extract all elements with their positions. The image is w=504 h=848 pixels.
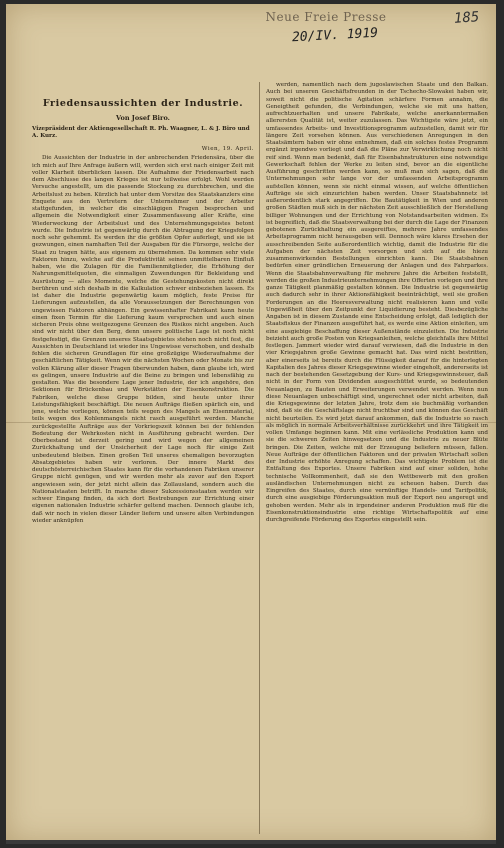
- article-dateline: Wien, 19. April.: [201, 146, 254, 152]
- article-byline: Von Josef Biro.: [116, 114, 170, 122]
- article-title: Friedensaussichten der Industrie.: [42, 98, 244, 109]
- article-column-right: [266, 82, 488, 836]
- clipping-header: [6, 4, 496, 64]
- paper-fold-line: [6, 422, 496, 423]
- author-position: Vizepräsident der Aktiengesellschaft R. Ph. Waagner, L. & J. Biro und A. Kurz.: [32, 126, 250, 139]
- handwritten-date: 20/IV. 1919: [291, 25, 379, 46]
- article-body-left: Die Aussichten der Industrie in der anbrechenden Friedensära, über die ich mich auf Ihre Anfrage äußern will, werden sich erst nach einiger Zeit mit voller Klarheit überblicken lassen. Die Aufnahme der Friedensarbeit nach dem Abschlusse des langen Krieges ist nur teilweise erfolgt. Wohl werden Versuche angestellt, um die passende Stockung zu durchbrechen, und die Arbeitslust zu heben. Kürzlich hat unter dem Vorsitze des Staatskanzlers eine Enquete aus den Vertretern der Unternehmer und der Arbeiter stattgefunden, in welcher die einschlägigen Fragen besprochen und allgemein die Notwendigkeit einer Zusammenfassung aller Kräfte, eine Wiederweckung der Arbeitslust und des Unternehmungsgeistes betont wurde. Die Industrie ist gegenwärtig durch die Abtragung der Kriegsfolgen noch sehr gehemmt. Es werden ihr die größten Opfer auferlegt, und sie ist gezwungen, einen namhaften Teil der Ausgaben für die Fürsorge, welche der Staat zu tragen hätte, aus eigenem zu übernehmen. Da kommen sehr viele Faktoren hinzu, welche auf die Produktivität seinen unmittelbaren Einfluß haben, wie die Zulagen für die Familienmitglieder, die Erhöhung der Nahrungsmittelquoten, die einmaligen Zuwendungen für Bekleidung und Ausrüstung — alles Momente, welche die Gestehungskosten nicht direkt berühren und sich deshalb in die Kalkulation schwer einbeziehen lassen. Es ist daher die Industrie gegenwärtig kaum möglich, feste Preise für Lieferungen aufzustellen, da alle Voraussetzungen der Berechnungen von ungewissen Faktoren abhängen. Ein gewissenhafter Fabrikant kann heute einen fixen Termin für die Lieferung kaum versprechen und auch einen sicheren Preis ohne weitgezogene Grenzen des Risikos nicht angeben. Auch sind wir nicht über den Berg, denn unsere politische Lage ist noch nicht festgefestigt, die Grenzen unseres Staatsgebietes stehen noch nicht fest, die Aussichten in Deutschland ist wieder ins Ungewisse verschoben, und deshalb fehlen die sicheren Grundlagen für eine großzügige Wiederaufnahme der geschäftlichen Tätigkeit. Wenn wir die nächsten Wochen oder Monate bis zur vollen Klärung aller dieser Fragen überwunden haben, dann glaube ich, wird es gelingen, unsere Industrie auf die Beine zu bringen und lebensfähig zu gestalten. Was die besondere Lage jener Industrie, der ich angehöre, den Sektionen für Brückenbau und Werkstätten der Eisenkonstruktion. Die Fabriken, welche diese Gruppe bilden, sind heute unter ihrer Leistungsfähigkeit beschäftigt. Die neuen Aufträge fließen spärlich ein, und jene, welche vorliegen, können teils wegen des Mangels an Eisenmaterial, teils wegen des Kohlenmangels nicht rasch ausgeführt werden. Manche zurückgestellte Aufträge aus der Vorkriegszeit können bei der fehlenden Bedeutung der Wehrkosten nicht in Ausführung gebracht werden. Der Oberbestand ist derzeit gering und wird wegen der allgemeinen Zurückhaltung und der Unsicherheit der Lage noch für einige Zeit unbedeutend bleiben. Einen großen Teil unseres ehemaligen bevorzugten Absatzgebietes haben wir verloren. Der innere Markt des deutschösterreichischen Staates kann für die vorhandenen Fabriken unserer Gruppe nicht genügen, und wir werden mehr als zuvor auf den Export angewiesen sein, der jetzt nicht allein das Zollausland, sondern auch die Nationalstaaten betrifft. In manche dieser Sukzessionsstaaten werden wir schwer Eingang finden, da sich dort Bestrebungen zur Errichtung einer eigenen nationalen Industrie schärfer geltend machen. Dennoch glaube ich, daß wir noch in vielen dieser Länder liefern und unsere alten Verbindungen wieder anknüpfen: [32, 155, 254, 524]
- article-column-left: [32, 84, 254, 838]
- newspaper-clipping: [6, 4, 496, 842]
- article-body-right: werden, namentlich nach dem jugoslawischen Staate und den Balkan. Auch bei unseren Geschäftsfreunden in der Tschecho-Slowakei haben wir, soweit nicht die politische Agitation schärfere Formen annahm, die Geneigtheit gefunden, die Verbindungen, welche sie mit uns hatten, aufrechtzuerhalten und unsere Fabrikate, welche anerkanntermaßen allerersten Qualität ist, weiter zuzulassen. Das Wichtigste wäre jetzt, ein umfassendes Arbeits- und Investitionsprogramm aufzustellen, damit wir für längere Zeit vorsehen können. Aus verschiedenen Anregungen in den Staatsämtern haben wir ohne entnehmen, daß ein solches festes Programm ergänzt irgendwo vorliegt und daß die Pläne zur Verwirklichung noch nicht reif sind. Wenn man bedenkt, daß für Eisenbahnstrukturen eine notwendige Gewerkschaft fehlen der Werke zu leiten sind, bevor an die eigentliche Ausführung geschritten werden kann, so muß man sich sagen, daß die Unternehmungen sehr lange vor der umfassenden Arbeitsprogramm aufstellen können, wenn sie nicht einmal wissen, auf welche öffentlichen Aufträge sie sich einzurichten haben werden. Unser Staatsbahnnetz ist außerordentlich stark angegriffen. Die Bautätigkeit in Wien und anderen großen Städten muß sich in der nächsten Zeit ausschließlich der Herstellung billiger Wohnungen und der Errichtung von Notstandsarbeiten widmen. Es ist begreiflich, daß die Staatsverwaltung bei der durch die Lage der Finanzen gebotenen Zurückhaltung ein ausgereiftes, mehrere Jahre umfassendes Arbeitsprogramm nicht herausgeben will. Dennoch wäre klares Ersehen der ausschreibenden Seite außerordentlich wichtig, damit die Industrie für die Aufgaben der nächsten Zeit vorsorgen und sich auf die hiezu zusammenwirkenden Bestellungen einrichten kann. Die Staatsbahnen bedürfen einer gründlichen Erneuerung der Anlagen und des Fahrparkes. Wenn die Staatsbahnverwaltung für mehrere Jahre die Arbeiten feststellt, werden die großen Industrieunternehmungen ihre Offerten vorlegen und ihre ganze Tätigkeit planmäßig gestalten können. Die Industrie ist gegenwärtig auch dadurch sehr in ihrer Aktionsfähigkeit beeinträchtigt, weil sie großen Forderungen an die Heeresverwaltung nicht realisieren kann und volle Ungewißheit über den Zeitpunkt der Liquidierung besteht. Diesbezügliche Angaben ist in diesem Zustande eine Entscheidung erfolgt, daß lediglich der Staatsfiskus der Finanzen ausgeführt hat, es werde eine Aktion einleiten, um eine ausgiebige Beschaffung dieser Außenstände einzuleiten. Die Industrie beizieht auch große Posten von Kriegsanleihen, welche gleichfalls ihre Mittel festlegen. Jammert wieder wird darauf verwiesen, daß die Industrie in den vier Kriegsjahren große Gewinne gemacht hat. Das wird nicht bestritten, aber einerseits ist bereits durch die Flüssigkeit darauf für die hinterlegten Kapitalien des Jahres dieser Kriegsgewinne wieder eingeholt, andererseits ist nach der bestehenden Gesetzgebung der Kurs- und Kriegsgewinnsteuer, daß nicht in der Form von Dividenden ausgeschüttet wurde, so bedeutenden Neuanlagen, zu Bauten und Erweiterungen verwendet werden. Wenn nun diese Neuanlagen unbeschäftigt sind, ungerechnet oder nicht arbeiten, daß die Kriegsgewinne der letzten Jahre, trotz dem sie buchmäßig vorhanden sind, daß sie die Geschäftslage nicht fruchtbar sind und können das Geschäft nicht beurteilen. Es wird jetzt darauf ankommen, daß die Industrie so rasch als möglich in normale Arbeitsverhältnisse zurückkehrt und ihre Tätigkeit im vollen Umfange beginnen kann. Mit eine verlässliche Produktion kann und sie die schweren Zeiten hinwegsetzen und die Industrie zu neuer Blüte bringen. Die Zeiten, welche mit der Erzeugung beliefern müssen, fallen. Neue Aufträge der öffentlichen Faktoren und der privaten Wirtschaft sollen der Industrie erhöhte Anregung schaffen. Das wichtigste Problem ist die Entfaltung des Exportes. Unsere Fabriken sind auf einer soliden, hohe technische Vollkommenheit, daß sie den Wettbewerb mit den großen ausländischen Unternehmungen nicht zu scheuen haben. Durch das Eingreifen des Staates, durch eine vernünftige Handels- und Tarifpolitik, durch eine ausgiebige Förderungsaktion muß der Export neu angeregt und gehoben werden. Mehr als in irgendeiner anderen Produktion muß für die Eisenkonstruktionsindustrie eine richtige Wirtschaftspolitik auf eine durchgreifende Förderung des Exportes eingestellt sein.: [266, 82, 488, 523]
- column-divider: [259, 82, 260, 834]
- newspaper-name-stamp: Neue Freie Presse: [265, 10, 387, 24]
- archive-number: 185: [453, 9, 480, 27]
- scan-bottom-edge: [6, 840, 496, 844]
